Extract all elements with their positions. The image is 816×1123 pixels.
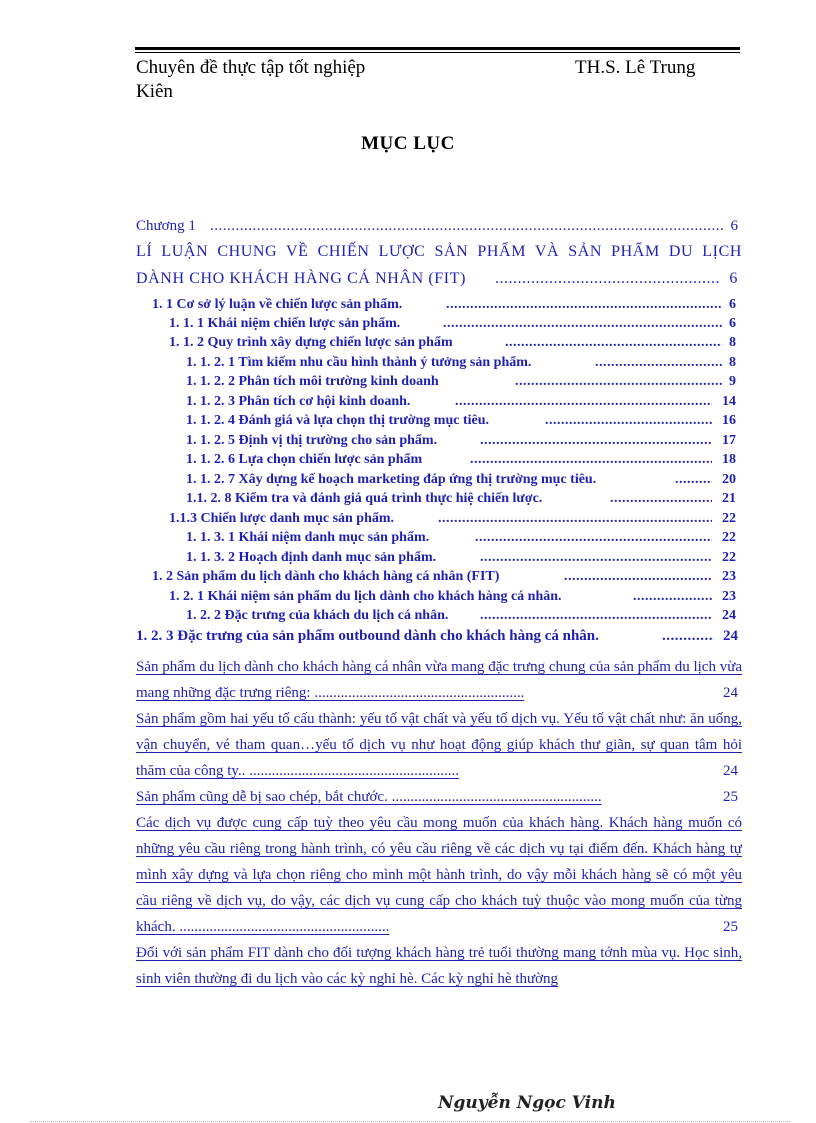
- toc-entry[interactable]: [169, 509, 740, 529]
- toc-leader-dots: [455, 392, 712, 412]
- toc-leader-dots: [438, 509, 712, 529]
- toc-entry-label: 1. 1. 2. 3 Phân tích cơ hội kinh doanh.: [186, 394, 411, 409]
- toc-entry-label: 1. 1. 2. 2 Phân tích môi trường kinh doanh: [186, 374, 439, 389]
- toc-leader-dots: [662, 625, 714, 647]
- header-continued: Kiên: [136, 81, 173, 102]
- toc-page-number: 24: [722, 608, 736, 623]
- toc-paragraph-text: Sản phẩm du lịch dành cho khách hàng cá nhân vừa mang đặc trưng chung của sản phẩm du lịch vừa mang những đặc trưng riêng:: [136, 659, 742, 701]
- toc-entry-label: 1.1. 2. 8 Kiểm tra và đánh giá quá trình thực hiệ chiến lược.: [186, 491, 543, 506]
- toc-paragraph-text: Sản phẩm gồm hai yếu tố cấu thành: yếu tố vật chất và yếu tố dịch vụ. Yếu tố vật chất như: ăn uống, vận chuyển, vé tham quan…yếu tố dịch vụ như hoạt động giúp khách thư giãn, sự quan tâm hỏi thăm của công ty..: [136, 711, 742, 779]
- toc-leader-dots: [564, 567, 712, 587]
- toc-entry[interactable]: [169, 587, 740, 607]
- toc-entry[interactable]: [186, 489, 740, 509]
- toc-entry[interactable]: [186, 606, 740, 626]
- toc-page-number: 18: [722, 452, 736, 467]
- toc-paragraph-text: Đối với sản phẩm FIT dành cho đối tượng khách hàng trẻ tuổi thường mang tớnh mùa vụ. Học sinh, sinh viên thường đi du lịch vào các kỳ nghỉ hè. Các kỳ nghỉ hè thường: [136, 945, 742, 987]
- toc-paragraph-text: Các dịch vụ được cung cấp tuỳ theo yêu cầu mong muốn của khách hàng. Khách hàng muốn có những yêu cầu riêng trong hành trình, có yêu cầu riêng về các dịch vụ tại điểm đến. Khách hàng tự mình xây dựng và lựa chọn riêng cho mình một hành trình, do vậy mỗi khách hàng sẽ có một yêu cầu riêng về dịch vụ, do vậy, các dịch vụ cung cấp cho khách tuỳ thuộc vào mong muốn của từng khách.: [136, 815, 742, 935]
- toc-paragraph-entry[interactable]: [136, 784, 742, 810]
- toc-page-number: 23: [722, 589, 736, 604]
- toc-leader-dots: ........................................................: [245, 763, 460, 779]
- toc-entry-label: 1. 1. 2. 1 Tìm kiếm nhu cầu hình thành ý tưởng sản phẩm.: [186, 355, 532, 370]
- toc-entry[interactable]: [136, 214, 742, 238]
- footer-rule: [30, 1121, 790, 1122]
- toc-page-number: 22: [722, 550, 736, 565]
- toc-leader-dots: [480, 431, 712, 451]
- toc-entry[interactable]: [169, 333, 740, 353]
- toc-leader-dots: [443, 314, 722, 334]
- toc-page-number: 22: [722, 511, 736, 526]
- toc-page-number: 22: [722, 530, 736, 545]
- toc-entry[interactable]: [136, 625, 742, 647]
- toc-entry-label: LÍ LUẬN CHUNG VỀ CHIẾN LƯỢC SẢN PHẨM VÀ SẢN PHẨM DU LỊCH: [136, 243, 742, 260]
- toc-entry-label: 1. 1. 2. 7 Xây dựng kế hoạch marketing đáp ứng thị trường mục tiêu.: [186, 472, 597, 487]
- toc-leader-dots: [480, 606, 712, 626]
- toc-page-number: 21: [722, 491, 736, 506]
- toc-entry[interactable]: [136, 239, 742, 265]
- toc-entry-label: 1. 1. 2. 4 Đánh giá và lựa chọn thị trường mục tiêu.: [186, 413, 490, 428]
- toc-entry[interactable]: [186, 548, 740, 568]
- toc-paragraph-entry[interactable]: [136, 706, 742, 784]
- toc-entry[interactable]: [152, 567, 740, 587]
- toc-page-number: 20: [722, 472, 736, 487]
- toc-entry-label: 1. 1. 2 Quy trình xây dựng chiến lược sản phẩm: [169, 335, 453, 350]
- toc-entry[interactable]: [152, 295, 740, 315]
- toc-entry[interactable]: [136, 266, 742, 292]
- toc-entry-label: Chương 1: [136, 218, 196, 234]
- toc-leader-dots: [633, 587, 712, 607]
- toc-page-number: 16: [722, 413, 736, 428]
- toc-page-number: 14: [722, 394, 736, 409]
- toc-page-number: 8: [729, 335, 736, 350]
- toc-entry-label: 1. 1 Cơ sở lý luận về chiến lược sản phẩm.: [152, 297, 403, 312]
- toc-leader-dots: [446, 295, 722, 315]
- toc-leader-dots: [505, 333, 722, 353]
- toc-page-number: 6: [730, 218, 738, 234]
- toc-leader-dots: [675, 470, 712, 490]
- toc-leader-dots: [480, 548, 712, 568]
- toc-page-number: 6: [729, 316, 736, 331]
- toc-leader-dots: [210, 214, 724, 238]
- toc-leader-dots: [610, 489, 712, 509]
- toc-paragraph-entry[interactable]: [136, 810, 742, 940]
- toc-entry[interactable]: [186, 470, 740, 490]
- toc-page-number: 6: [729, 270, 738, 287]
- toc-entry-label: 1. 1. 2. 5 Định vị thị trường cho sản phẩm.: [186, 433, 438, 448]
- toc-page-number: 23: [722, 569, 736, 584]
- toc-page-number: 24: [707, 758, 738, 784]
- toc-leader-dots: [470, 450, 712, 470]
- toc-entry[interactable]: [169, 314, 740, 334]
- toc-entry[interactable]: [186, 450, 740, 470]
- page-title: MỤC LỤC: [361, 133, 455, 154]
- toc-entry-label: 1. 2. 2 Đặc trưng của khách du lịch cá nhân.: [186, 608, 449, 623]
- toc-leader-dots: [545, 411, 712, 431]
- toc-leader-dots: [475, 528, 712, 548]
- signature: Nguyễn Ngọc Vinh: [438, 1093, 616, 1113]
- header-right: TH.S. Lê Trung: [575, 57, 696, 78]
- toc-paragraph-entry[interactable]: [136, 940, 742, 992]
- toc-leader-dots: ........................................................: [387, 789, 602, 805]
- toc-entry-label: DÀNH CHO KHÁCH HÀNG CÁ NHÂN (FIT): [136, 270, 467, 287]
- toc-page-number: 25: [707, 914, 738, 940]
- toc-entry-label: 1. 2. 3 Đặc trưng của sản phẩm outbound dành cho khách hàng cá nhân.: [136, 628, 599, 644]
- toc-leader-dots: [515, 372, 722, 392]
- toc-entry[interactable]: [186, 392, 740, 412]
- toc-entry[interactable]: [186, 528, 740, 548]
- toc-page-number: 25: [707, 784, 738, 810]
- header-rule-thick: [135, 47, 740, 50]
- toc-entry-label: 1. 1. 3. 1 Khái niệm danh mục sản phẩm.: [186, 530, 430, 545]
- toc-page-number: 24: [707, 680, 738, 706]
- header-left: Chuyên đề thực tập tốt nghiệp: [136, 57, 366, 78]
- toc-entry[interactable]: [186, 411, 740, 431]
- toc-page-number: 6: [729, 297, 736, 312]
- header-rule-thin: [135, 52, 740, 53]
- toc-page-number: 24: [723, 628, 738, 644]
- toc-entry-label: 1. 1. 3. 2 Hoạch định danh mục sản phẩm.: [186, 550, 437, 565]
- toc-leader-dots: ........................................................: [175, 919, 390, 935]
- toc-entry-label: 1. 2. 1 Khái niệm sản phẩm du lịch dành cho khách hàng cá nhân.: [169, 589, 562, 604]
- toc-entry[interactable]: [186, 353, 740, 373]
- toc-leader-dots: [595, 353, 722, 373]
- toc-page-number: 9: [729, 374, 736, 389]
- toc-leader-dots: ........................................................: [310, 685, 525, 701]
- toc-page-number: 17: [722, 433, 736, 448]
- toc-leader-dots: [495, 266, 720, 292]
- toc-entry-label: 1.1.3 Chiến lược danh mục sản phẩm.: [169, 511, 395, 526]
- toc-entry-label: 1. 2 Sản phẩm du lịch dành cho khách hàng cá nhân (FIT): [152, 569, 500, 584]
- toc-entry[interactable]: [186, 372, 740, 392]
- toc-entry[interactable]: [186, 431, 740, 451]
- toc-page-number: 8: [729, 355, 736, 370]
- toc-paragraph-entry[interactable]: [136, 654, 742, 706]
- toc-entry-label: 1. 1. 1 Khái niệm chiến lược sản phẩm.: [169, 316, 401, 331]
- toc-entry-label: 1. 1. 2. 6 Lựa chọn chiến lược sản phẩm: [186, 452, 423, 467]
- toc-paragraph-text: Sản phẩm cũng dễ bị sao chép, bắt chước.: [136, 789, 388, 805]
